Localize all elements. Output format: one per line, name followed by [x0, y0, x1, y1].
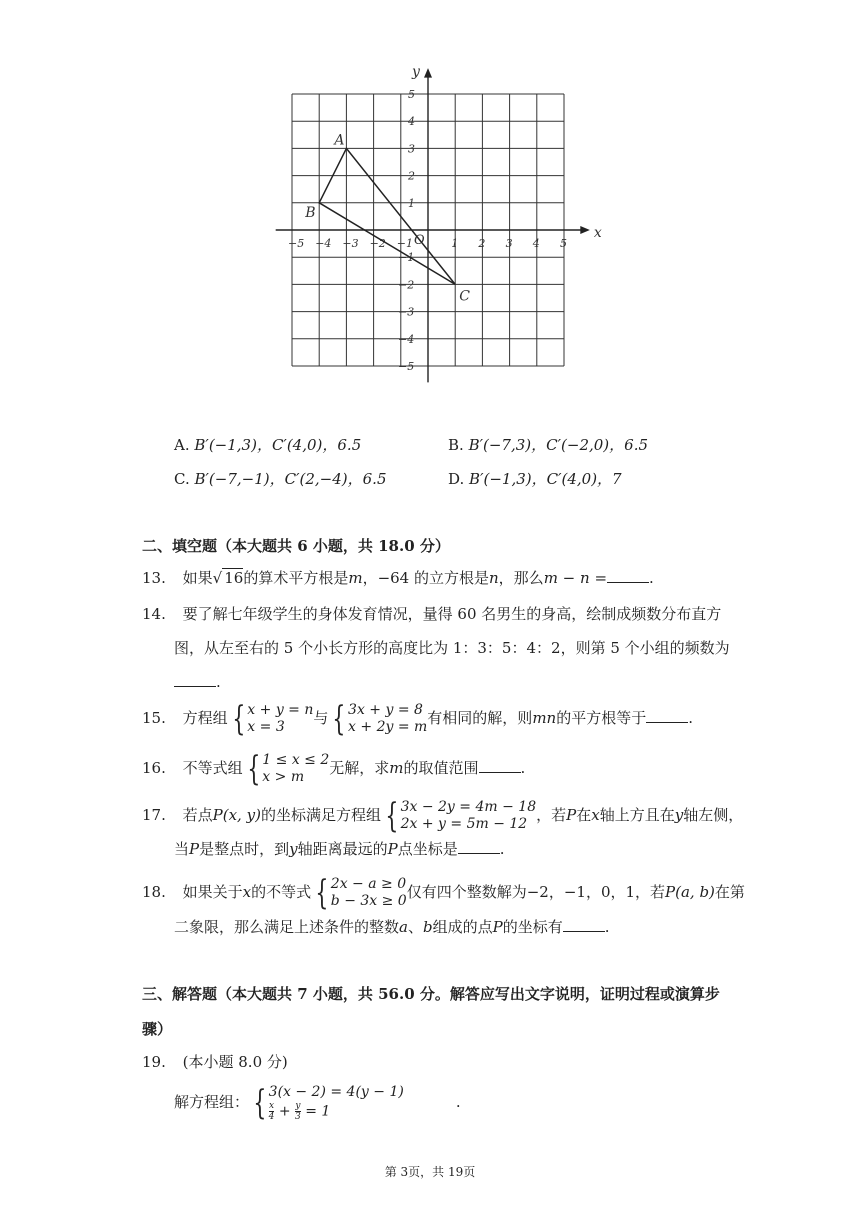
- q13-text-1: 如果: [182, 569, 213, 587]
- q18-var-x: x: [242, 883, 252, 901]
- q17-l2-text-b: 是整点时，到: [199, 840, 290, 858]
- x-axis-label: x: [593, 225, 602, 241]
- option-a: [174, 434, 361, 455]
- q19-line-2: [174, 1084, 461, 1122]
- x-tick-label: −3: [342, 237, 359, 250]
- q15-text-4: 的平方根等于: [556, 709, 647, 727]
- answer-blank[interactable]: [563, 917, 605, 932]
- x-tick-label: 5: [560, 237, 567, 250]
- section-3-title-line-1: 三、解答题（本大题共 7 小题，共 56.0 分。解答应写出文字说明，证明过程或演算步: [142, 985, 720, 1003]
- question-16: [142, 749, 526, 789]
- y-tick-label: 4: [408, 115, 415, 129]
- q16-text-2: 无解，求: [329, 759, 390, 777]
- x-tick-label: 2: [478, 237, 486, 250]
- y-tick-label: 5: [408, 88, 415, 101]
- q13-end: .: [649, 569, 654, 587]
- q18-text-1: 如果关于: [182, 883, 243, 901]
- q16-text-1: 不等式组: [182, 759, 243, 777]
- y-tick-label: −2: [398, 278, 415, 292]
- q17-number: 17.: [142, 806, 166, 824]
- question-19: [142, 1052, 288, 1072]
- brace-symbol: {: [253, 1083, 267, 1123]
- q13-text-3: ，−64 的立方根是: [362, 569, 489, 587]
- y-tick-label: −4: [398, 332, 415, 346]
- option-a-text: B′(−1,3)，C′(4,0)，6.5: [194, 436, 362, 454]
- answer-blank[interactable]: [607, 568, 649, 583]
- q14-line-3: [174, 672, 221, 692]
- q15-end: .: [688, 709, 693, 727]
- q18-var-p: P: [492, 918, 503, 936]
- q14-line-2: 图，从左至右的 5 个小长方形的高度比为 1：3：5：4：2，则第 5 个小组的频数为: [174, 639, 730, 657]
- q18-system: [311, 873, 407, 913]
- x-tick-label: −5: [288, 237, 305, 250]
- q14-number: 14.: [142, 605, 166, 623]
- q17-text-3: ，若: [536, 806, 567, 824]
- q18-ineq-a: 2x − a ≥ 0: [330, 876, 407, 892]
- tick-labels: [288, 64, 602, 373]
- brace-symbol: {: [231, 699, 245, 739]
- x-tick-label: −1: [396, 237, 414, 250]
- q18-text-3: 仅有四个整数解为−2，−1，0，1，若: [406, 883, 666, 901]
- q15-var-mn: mn: [532, 709, 557, 727]
- q18-var-a: a: [399, 918, 408, 936]
- answer-blank[interactable]: [458, 839, 500, 854]
- q19-number: 19.: [142, 1053, 166, 1071]
- q16-ineq-a: 1 ≤ x ≤ 2: [262, 752, 330, 768]
- q16-ineq-b: x > m: [262, 769, 305, 785]
- q14-end: .: [216, 673, 221, 691]
- q18-l2-text-b: 、: [407, 918, 423, 936]
- q16-system: [243, 749, 330, 789]
- option-c: [174, 468, 387, 489]
- triangle-abc: [304, 132, 470, 304]
- frac-num: x: [268, 1101, 275, 1111]
- q13-radicand: 16: [224, 569, 244, 587]
- brace-symbol: {: [332, 699, 346, 739]
- frac-den: 4: [268, 1112, 275, 1122]
- q13-var-n: n: [489, 569, 499, 587]
- q17-var-p: P: [566, 806, 577, 824]
- q14-line-1: 要了解七年级学生的身体发育情况，量得 60 名男生的身高，绘制成频数分布直方: [182, 605, 722, 623]
- q19-system: [249, 1084, 404, 1122]
- q18-line-2: [174, 917, 610, 937]
- q18-text-4: 在第: [714, 883, 745, 901]
- q15-text-1: 方程组: [182, 709, 228, 727]
- q13-text-2: 的算术平方根是: [243, 569, 349, 587]
- q17-l2-text-c: 轴距离最远的: [297, 840, 388, 858]
- x-axis-arrow-icon: [580, 226, 590, 234]
- q17-end: .: [499, 840, 505, 858]
- q16-end: .: [520, 759, 526, 777]
- q13-expression: m − n =: [543, 569, 608, 587]
- y-tick-label: −5: [398, 360, 415, 373]
- question-14: [142, 604, 721, 624]
- q18-l2-text-c: 组成的点: [432, 918, 493, 936]
- q17-point: P(x, y): [212, 806, 261, 824]
- answer-blank[interactable]: [174, 672, 216, 687]
- q17-text-1: 若点: [182, 806, 213, 824]
- q17-line-2: [174, 839, 505, 859]
- q19-eq-b: [269, 1101, 404, 1122]
- option-b-letter: B.: [448, 436, 464, 454]
- section-3-title-line-2: 骤）: [142, 1020, 173, 1038]
- option-d: [448, 468, 622, 489]
- x-tick-label: 3: [505, 237, 513, 250]
- q17-var-x: x: [591, 806, 600, 824]
- option-b-text: B′(−7,3)，C′(−2,0)，6.5: [468, 436, 648, 454]
- question-18: [142, 873, 745, 913]
- x-tick-label: −4: [315, 237, 332, 250]
- q15-eq-1b: x = 3: [247, 719, 285, 735]
- q17-l2-var-p: P: [189, 840, 200, 858]
- q19-text-1: 解方程组：: [174, 1093, 250, 1111]
- option-c-text: B′(−7,−1)，C′(2,−4)，6.5: [194, 470, 387, 488]
- y-tick-label: −3: [398, 305, 415, 319]
- q16-var-m: m: [389, 759, 404, 777]
- q18-l2-text-d: 的坐标有: [502, 918, 563, 936]
- q19-end: .: [455, 1093, 461, 1111]
- q17-var-y: y: [674, 806, 684, 824]
- q19-eq-a: 3(x − 2) = 4(y − 1): [268, 1084, 404, 1100]
- q18-end: .: [604, 918, 610, 936]
- y-tick-label: −1: [398, 251, 415, 265]
- q15-number: 15.: [142, 709, 166, 727]
- axes: [276, 68, 590, 382]
- q18-text-2: 的不等式: [251, 883, 312, 901]
- q18-point: P(a, b): [665, 883, 715, 901]
- option-a-letter: A.: [174, 436, 190, 454]
- frac-num: y: [295, 1101, 301, 1111]
- q17-system: [381, 796, 537, 836]
- question-17: [142, 796, 744, 836]
- q18-number: 18.: [142, 883, 166, 901]
- q17-text-5: 轴上方且在: [599, 806, 675, 824]
- plus-sign: +: [274, 1103, 296, 1120]
- y-tick-label: 2: [408, 169, 415, 183]
- frac-den: 3: [295, 1112, 301, 1122]
- vertex-label-b: B: [305, 204, 316, 221]
- brace-symbol: {: [315, 873, 329, 913]
- y-tick-label: 3: [408, 142, 415, 156]
- y-axis-arrow-icon: [424, 68, 432, 78]
- q19-score: (本小题 8.0 分): [182, 1053, 288, 1071]
- question-15: [142, 699, 693, 739]
- x-tick-label: 1: [451, 237, 459, 250]
- q15-text-2: 与: [313, 709, 329, 727]
- q13-text-4: ，那么: [498, 569, 544, 587]
- q15-system-2: [328, 699, 428, 739]
- vertex-label-a: A: [334, 132, 345, 149]
- y-tick-label: 1: [408, 196, 415, 210]
- q17-l2-var-y: y: [289, 840, 298, 858]
- question-13: [142, 568, 654, 588]
- answer-blank[interactable]: [479, 758, 521, 773]
- brace-symbol: {: [246, 749, 260, 789]
- page-footer: 第 3页，共 19页: [384, 1165, 476, 1179]
- q17-eq-b: 2x + y = 5m − 12: [400, 816, 528, 832]
- y-axis-label: y: [412, 64, 420, 81]
- q17-l2-text-d: 点坐标是: [397, 840, 458, 858]
- q17-eq-a: 3x − 2y = 4m − 18: [400, 799, 537, 815]
- q15-eq-2b: x + 2y = m: [348, 719, 428, 735]
- q15-text-3: 有相同的解，则: [427, 709, 533, 727]
- q18-l2-text-a: 二象限，那么满足上述条件的整数: [174, 918, 400, 936]
- q17-text-4: 在: [576, 806, 592, 824]
- q16-number: 16.: [142, 759, 166, 777]
- q13-var-m: m: [348, 569, 363, 587]
- sqrt-symbol: √: [212, 569, 223, 587]
- answer-blank[interactable]: [646, 708, 688, 723]
- brace-symbol: {: [385, 796, 399, 836]
- q17-l2-text-a: 当: [174, 840, 190, 858]
- q17-text-2: 的坐标满足方程组: [260, 806, 381, 824]
- option-d-text: B′(−1,3)，C′(4,0)，7: [469, 470, 622, 488]
- triangle-outline: [319, 148, 455, 284]
- q15-system-1: [228, 699, 314, 739]
- equals-one: = 1: [300, 1103, 331, 1120]
- section-2-title: 二、填空题（本大题共 6 小题，共 18.0 分）: [142, 537, 450, 555]
- q17-text-6: 轴左侧，: [683, 806, 744, 824]
- option-c-letter: C.: [174, 470, 190, 488]
- q15-eq-2a: 3x + y = 8: [348, 702, 423, 718]
- q18-ineq-b: b − 3x ≥ 0: [330, 893, 407, 909]
- option-b: [448, 434, 648, 455]
- option-d-letter: D.: [448, 470, 465, 488]
- origin-label: O: [414, 233, 425, 248]
- coordinate-grid-figure: [262, 56, 602, 396]
- q17-l2-var-p2: P: [387, 840, 398, 858]
- q15-eq-1a: x + y = n: [247, 702, 314, 718]
- q16-text-3: 的取值范围: [403, 759, 479, 777]
- q13-number: 13.: [142, 569, 166, 587]
- x-tick-label: 4: [532, 237, 540, 250]
- x-tick-label: −2: [369, 237, 386, 250]
- q18-var-b: b: [422, 918, 433, 936]
- vertex-label-c: C: [459, 288, 470, 305]
